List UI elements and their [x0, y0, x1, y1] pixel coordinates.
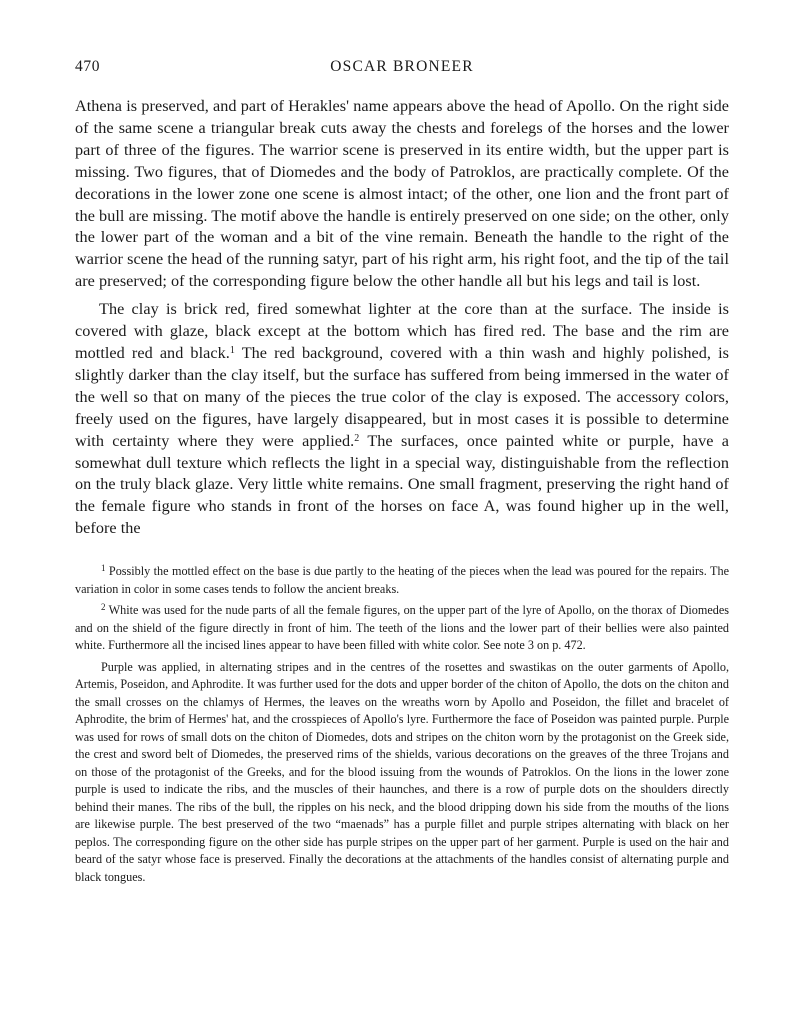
footnotes [75, 563, 729, 886]
footnote-1-mark: 1 [101, 563, 106, 574]
footnote-1 [75, 563, 729, 598]
body-paragraph-1: Athena is preserved, and part of Herakles' name appears above the head of Apollo. On the right side of the same scene a triangular break cuts away the chests and forelegs of the horses and the lower part of three of the figures. The warrior scene is preserved in its entire width, but the upper part is missing. Two figures, that of Diomedes and the body of Patroklos, are practically complete. Of the decorations in the lower zone one scene is almost intact; of the other, one lion and the front part of the bull are missing. The motif above the handle is entirely preserved on one side; on the other, only the lower part of the woman and a bit of the vine remain. Beneath the handle to the right of the warrior scene the head of the running satyr, part of his right arm, his right foot, and the tip of the tail are preserved; of the corresponding figure below the other handle all but his legs and tail is lost. [75, 97, 729, 291]
page-number: 470 [75, 58, 101, 75]
body-paragraph-2 [75, 299, 729, 540]
footnote-2-continuation: Purple was applied, in alternating stripes and in the centres of the rosettes and swastikas on the outer garments of Apollo, Artemis, Poseidon, and Aphrodite. It was further used for the dots and upper border of the chiton of Apollo, the dots on the chiton and the small crosses on the chlamys of Hermes, the leaves on the wreaths worn by Apollo and Poseidon, the fillet and bracelet of Aphrodite, the brim of Hermes' hat, and the crosspieces of Apollo's lyre. Furthermore the face of Poseidon was painted purple. Purple was used for rows of small dots on the chiton of Diomedes, dots and stripes on the chiton worn by the protagonist on the Greek side, the crest and sword belt of Diomedes, the preserved rims of the shields, various decorations on the greaves of the three Trojans and on those of the protagonist of the Greeks, and for the blood issuing from the wounds of Patroklos. On the lions in the lower zone purple is used to indicate the ribs, and the muscles of their haunches, and there is a row of purple dots on the shoulders directly behind their manes. The ribs of the bull, the ripples on his neck, and the blood dripping down his side from the mouths of the lions are likewise purple. The best preserved of the two “maenads” has a purple fillet and purple stripes alternating with black on her peplos. The corresponding figure on the other side has purple stripes on the upper part of her garment. Purple is used on the hair and beard of the satyr whose face is preserved. Finally the decorations at the attachments of the handles consist of alternating purple and black tongues. [75, 659, 729, 884]
footnote-2-mark: 2 [101, 602, 106, 613]
running-header [75, 58, 729, 80]
paragraph-2-text-a: The clay is brick red, fired somewhat lighter at the core than at the surface. The inside is covered with glaze, black except at the bottom which has fired red. The base and the rim are mottled red and black. [75, 300, 729, 362]
footnote-2-text: White was used for the nude parts of all the female figures, on the upper part of the lyre of Apollo, on the thorax of Diomedes and on the shield of the figure directly in front of him. The teeth of the lions and the lower part of their bellies were also painted white. Furthermore all the incised lines appear to have been filled with white color. See note 3 on p. 472. [75, 603, 729, 653]
running-head-author: OSCAR BRONEER [330, 58, 474, 75]
footnote-ref-2: 2 [354, 432, 360, 444]
footnote-ref-1: 1 [229, 344, 235, 356]
footnote-2 [75, 602, 729, 655]
paragraph-2-text-c: The surfaces, once painted white or purple, have a somewhat dull texture which reflects the light in a special way, distinguishable from the reflection on the truly black glaze. Very little white remains. One small fragment, preserving the right hand of the female figure who stands in front of the horses on face A, was found higher up in the well, before the [75, 431, 729, 538]
paragraph-2-text-b: The red background, covered with a thin wash and highly polished, is slightly darker than the clay itself, but the surface has suffered from being immersed in the water of the well so that on many of the pieces the true color of the clay is exposed. The accessory colors, freely used on the figures, have largely disappeared, but in most cases it is possible to determine with certainty where they were applied. [75, 343, 729, 450]
footnote-1-text: Possibly the mottled effect on the base is due partly to the heating of the pieces when the lead was poured for the repairs. The variation in color in some cases tends to follow the ancient breaks. [75, 564, 729, 596]
main-text [75, 96, 729, 540]
page [75, 58, 729, 890]
